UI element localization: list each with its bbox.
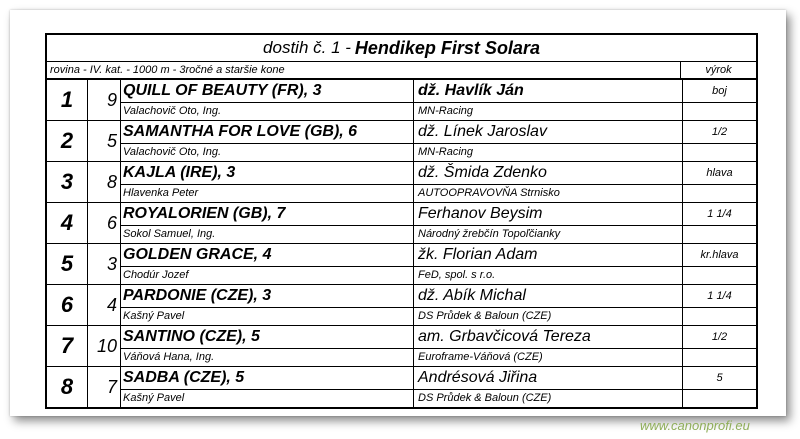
finish-position: 3 — [47, 162, 88, 202]
table-row — [47, 244, 756, 285]
finish-position: 6 — [47, 285, 88, 325]
trainer-name: Hlavenka Peter — [121, 185, 414, 202]
result-margin: kr.hlava — [683, 244, 756, 267]
finish-position: 5 — [47, 244, 88, 284]
horse-name: SAMANTHA FOR LOVE (GB), 6 — [121, 121, 414, 143]
table-row — [47, 203, 756, 244]
saddle-number: 8 — [88, 162, 121, 202]
race-results-table — [45, 33, 758, 409]
horse-name: SANTINO (CZE), 5 — [121, 326, 414, 348]
result-cell — [683, 326, 756, 366]
jockey-name: dž. Havlík Ján — [418, 82, 524, 99]
jockey-name: Andrésová Jiřina — [418, 369, 538, 386]
entry-details — [121, 80, 683, 120]
jockey-name: am. Grbavčicová Tereza — [418, 328, 591, 345]
trainer-name: Kašný Pavel — [121, 390, 414, 407]
trainer-name: Chodúr Jozef — [121, 267, 414, 284]
finish-position: 4 — [47, 203, 88, 243]
owner-name: Národný žrebčín Topoľčianky — [418, 228, 561, 240]
owner-name: DS Průdek & Baloun (CZE) — [418, 392, 552, 404]
result-column-header: výrok — [705, 64, 732, 76]
result-margin: hlava — [683, 162, 756, 185]
result-margin: 5 — [683, 367, 756, 390]
jockey-name: Ferhanov Beysim — [418, 205, 543, 222]
result-margin: 1 1/4 — [683, 285, 756, 308]
entries-list — [47, 80, 756, 407]
horse-name: QUILL OF BEAUTY (FR), 3 — [121, 80, 414, 102]
owner-name: FeD, spol. s r.o. — [418, 269, 496, 281]
saddle-number: 9 — [88, 80, 121, 120]
trainer-name: Valachovič Oto, Ing. — [121, 103, 414, 120]
finish-position: 2 — [47, 121, 88, 161]
table-row — [47, 326, 756, 367]
result-cell — [683, 367, 756, 407]
result-margin: 1/2 — [683, 121, 756, 144]
race-number: dostih č. 1 - — [263, 38, 351, 57]
race-name: Hendikep First Solara — [354, 37, 540, 58]
trainer-name: Valachovič Oto, Ing. — [121, 144, 414, 161]
saddle-number: 3 — [88, 244, 121, 284]
horse-name: PARDONIE (CZE), 3 — [121, 285, 414, 307]
trainer-name: Váňová Hana, Ing. — [121, 349, 414, 366]
table-row — [47, 121, 756, 162]
result-margin: 1/2 — [683, 326, 756, 349]
jockey-name: dž. Línek Jaroslav — [418, 123, 547, 140]
table-row — [47, 367, 756, 407]
saddle-number: 10 — [88, 326, 121, 366]
finish-position: 1 — [47, 80, 88, 120]
horse-name: SADBA (CZE), 5 — [121, 367, 414, 389]
table-row — [47, 80, 756, 121]
table-row — [47, 162, 756, 203]
entry-details — [121, 162, 683, 202]
trainer-name: Sokol Samuel, Ing. — [121, 226, 414, 243]
saddle-number: 5 — [88, 121, 121, 161]
entry-details — [121, 367, 683, 407]
entry-details — [121, 326, 683, 366]
result-cell — [683, 121, 756, 161]
owner-name: MN-Racing — [418, 146, 474, 158]
result-cell — [683, 285, 756, 325]
owner-name: AUTOOPRAVOVŇA Strnisko — [418, 187, 560, 199]
entry-details — [121, 285, 683, 325]
trainer-name: Kašný Pavel — [121, 308, 414, 325]
result-cell — [683, 244, 756, 284]
jockey-name: dž. Abík Michal — [418, 287, 526, 304]
saddle-number: 4 — [88, 285, 121, 325]
entry-details — [121, 203, 683, 243]
entry-details — [121, 121, 683, 161]
jockey-name: dž. Šmida Zdenko — [418, 164, 547, 181]
horse-name: GOLDEN GRACE, 4 — [121, 244, 414, 266]
horse-name: KAJLA (IRE), 3 — [121, 162, 414, 184]
result-cell — [683, 162, 756, 202]
finish-position: 8 — [47, 367, 88, 407]
result-margin: 1 1/4 — [683, 203, 756, 226]
saddle-number: 7 — [88, 367, 121, 407]
race-conditions: rovina - IV. kat. - 1000 m - 3ročné a staršie kone — [47, 62, 681, 78]
jockey-name: žk. Florian Adam — [418, 246, 538, 263]
entry-details — [121, 244, 683, 284]
result-margin: boj — [683, 80, 756, 103]
saddle-number: 6 — [88, 203, 121, 243]
finish-position: 7 — [47, 326, 88, 366]
result-cell — [683, 80, 756, 120]
race-title — [47, 35, 756, 62]
result-cell — [683, 203, 756, 243]
owner-name: MN-Racing — [418, 105, 474, 117]
watermark: www.canonprofi.eu — [640, 418, 750, 433]
owner-name: DS Průdek & Baloun (CZE) — [418, 310, 552, 322]
race-info-row — [47, 62, 756, 80]
owner-name: Euroframe-Váňová (CZE) — [418, 351, 543, 363]
table-row — [47, 285, 756, 326]
horse-name: ROYALORIEN (GB), 7 — [121, 203, 414, 225]
